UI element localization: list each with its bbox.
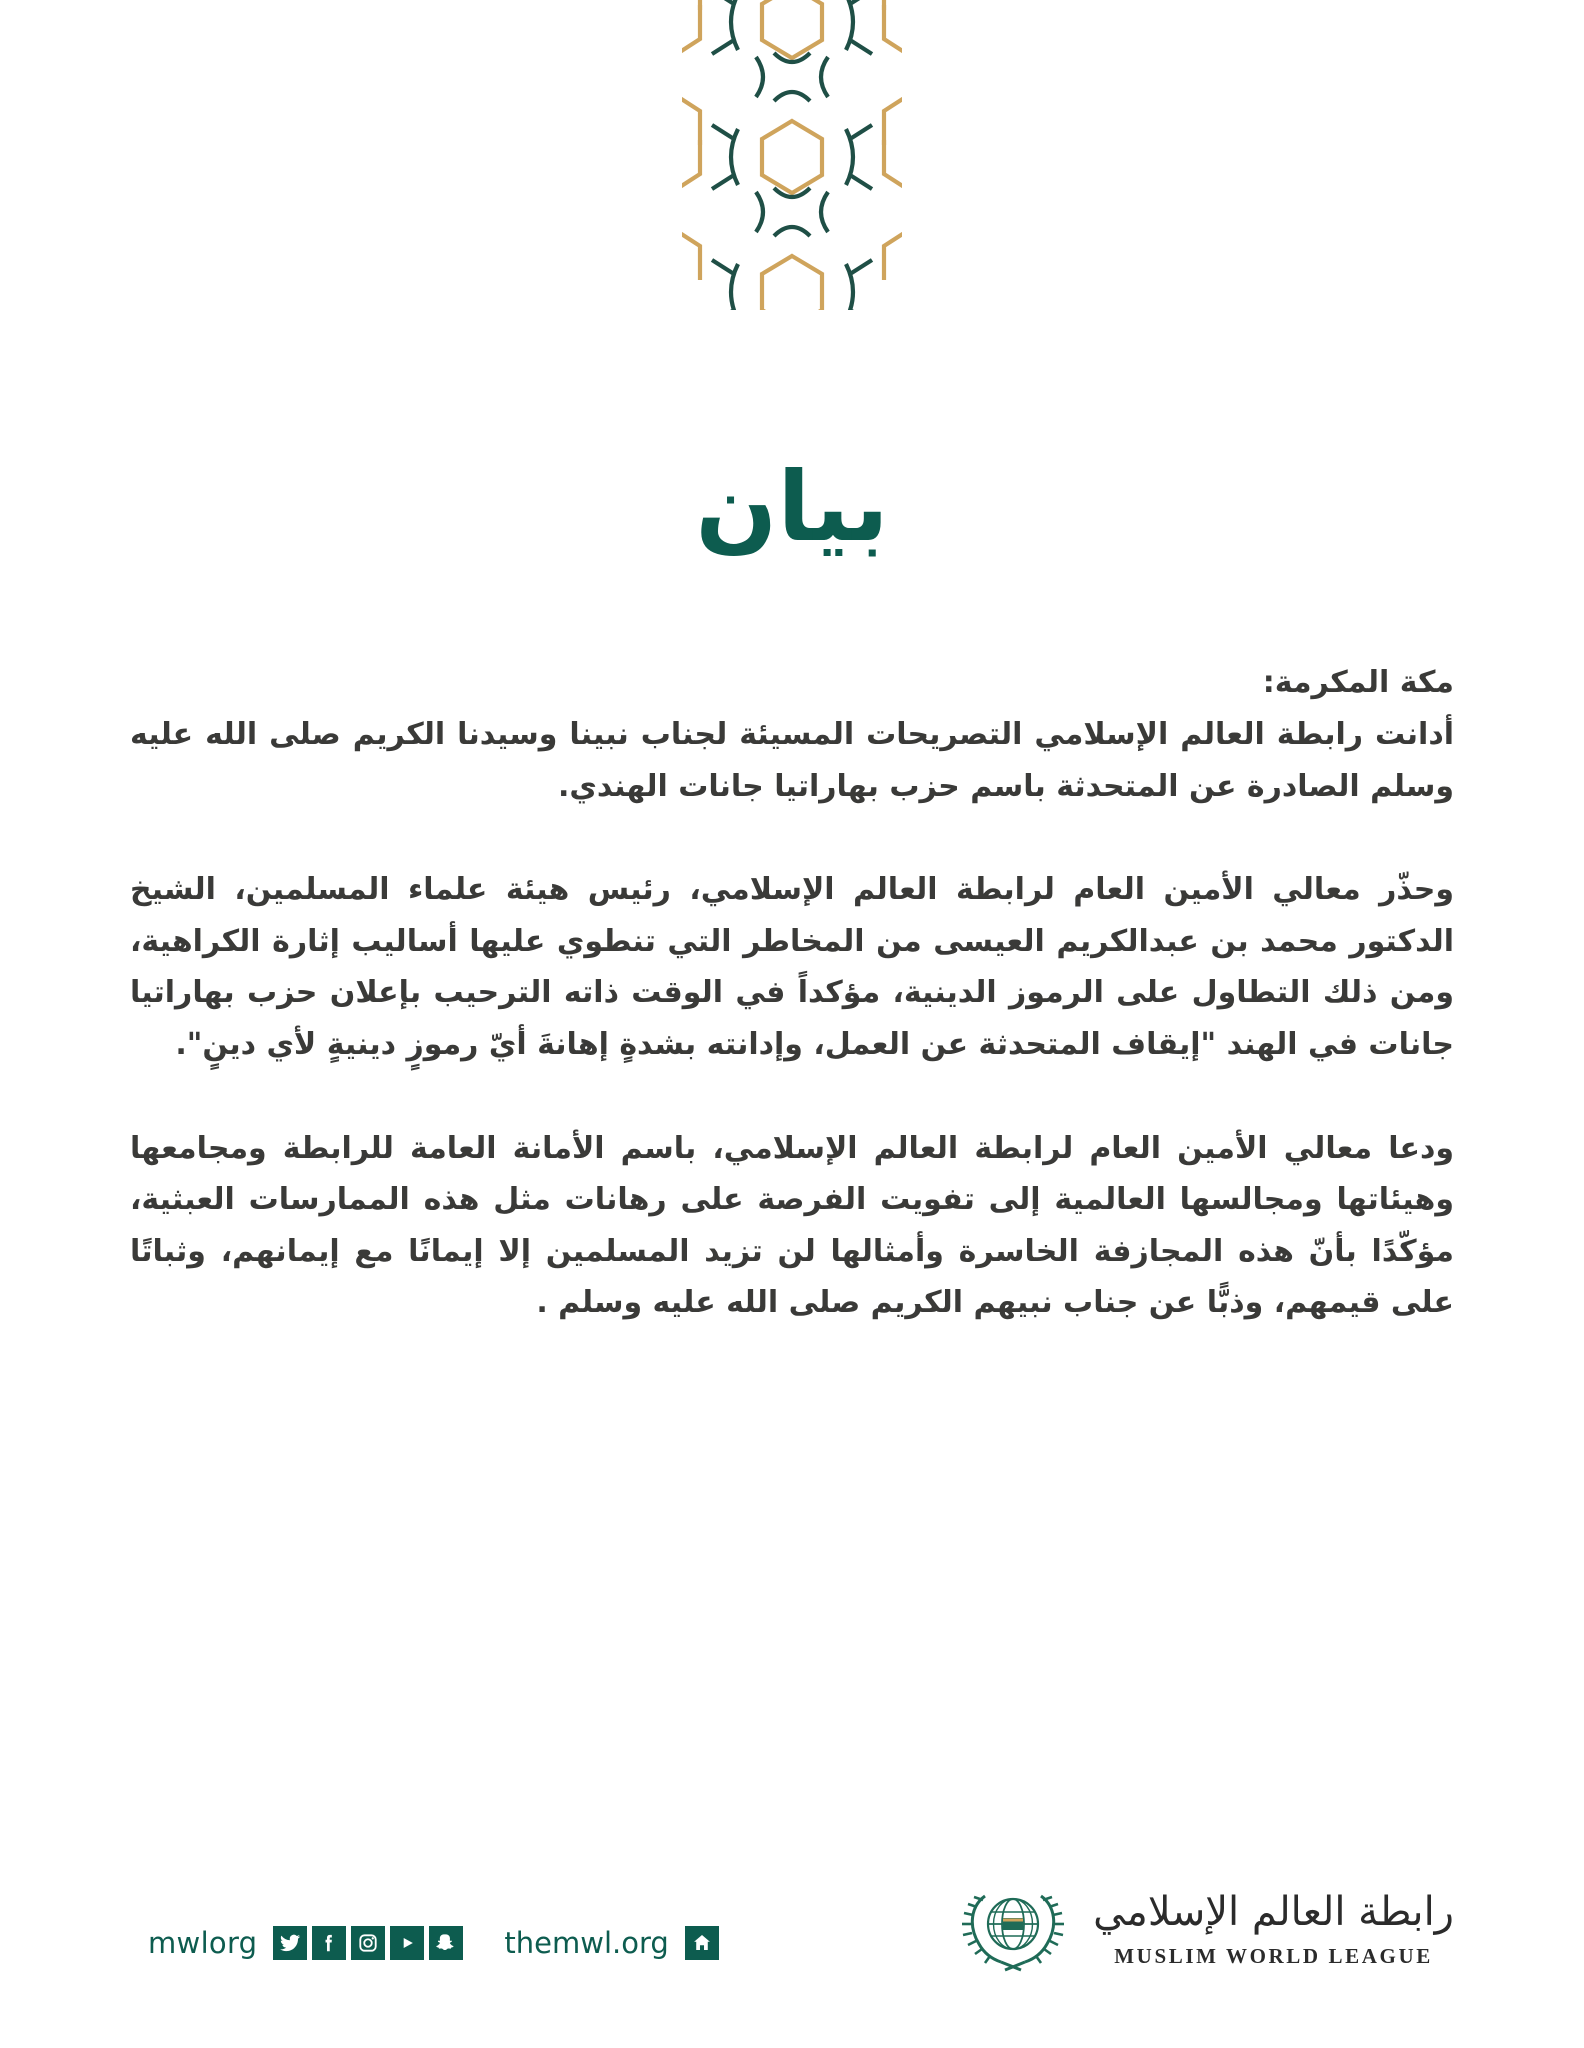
mwl-logo-lockup xyxy=(959,1874,1454,1982)
statement-paragraph-2: وحذّر معالي الأمين العام لرابطة العالم الإسلامي، رئيس هيئة علماء المسلمين، الشيخ الدكتور محمد بن عبدالكريم العيسى من المخاطر التي تنطوي عليها أساليب إثارة الكراهية، ومن ذلك التطاول على الرموز الدينية، مؤكداً في الوقت ذاته الترحيب بإعلان حزب بهاراتيا جانات في الهند "إيقاف المتحدثة عن العمل، وإدانته بشدةٍ إهانةَ أيّ رموزٍ دينيةٍ لأي دينٍ". xyxy=(130,872,1454,1062)
twitter-icon[interactable] xyxy=(273,1926,307,1960)
social-handle-label: mwlorg xyxy=(148,1926,258,1960)
page-title-container xyxy=(0,451,1584,563)
islamic-geometric-band xyxy=(682,0,902,310)
social-links-row xyxy=(148,1926,724,1960)
home-icon[interactable] xyxy=(685,1926,719,1960)
dateline-heading: مكة المكرمة: xyxy=(1262,665,1454,700)
statement-paragraph-3: ودعا معالي الأمين العام لرابطة العالم الإسلامي، باسم الأمانة العامة للرابطة ومجامعها وهيئاتها ومجالسها العالمية إلى تفويت الفرصة على رهانات مثل هذه الممارسات العبثية، مؤكّدًا بأنّ هذه المجازفة الخاسرة وأمثالها لن تزيد المسلمين إلا إيمانًا مع إيمانهم، وثباتًا على قيمهم، وذبًّا عن جناب نبيهم الكريم صلى الله عليه وسلم . xyxy=(130,1130,1454,1321)
mwl-logo-latin-name: MUSLIM WORLD LEAGUE xyxy=(1114,1943,1433,1968)
instagram-icon[interactable] xyxy=(351,1926,385,1960)
page-title: بيان xyxy=(695,451,889,563)
snapchat-icon[interactable] xyxy=(429,1926,463,1960)
mwl-logo-arabic-name: رابطة العالم الإسلامي xyxy=(1093,1888,1454,1935)
page-footer xyxy=(0,1798,1584,2048)
facebook-icon[interactable] xyxy=(312,1926,346,1960)
statement-body xyxy=(130,660,1454,1329)
mwl-logo-text xyxy=(1093,1888,1454,1969)
youtube-icon[interactable] xyxy=(390,1926,424,1960)
globe-wreath-emblem xyxy=(959,1874,1067,1982)
statement-paragraph-1: أدانت رابطة العالم الإسلامي التصريحات المسيئة لجناب نبينا وسيدنا الكريم صلى الله عليه وسلم الصادرة عن المتحدثة باسم حزب بهاراتيا جانات الهندي. xyxy=(130,717,1454,804)
website-label: themwl.org xyxy=(504,1926,669,1960)
